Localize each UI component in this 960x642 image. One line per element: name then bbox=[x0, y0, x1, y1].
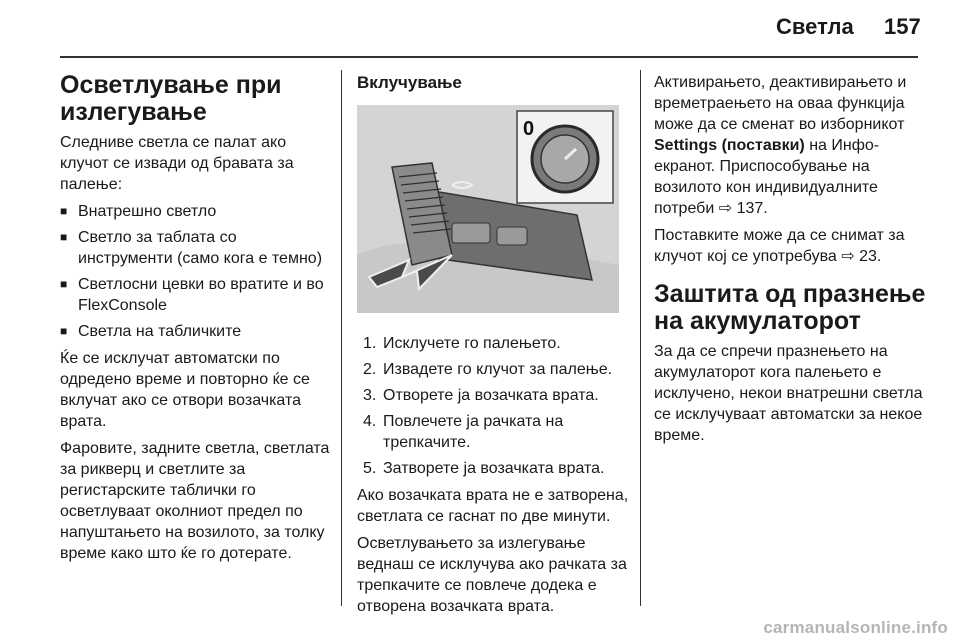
column-1 bbox=[60, 72, 330, 570]
settings-menu-label: Settings (поставки) bbox=[654, 137, 805, 154]
lever-drawing bbox=[357, 105, 619, 313]
knob-label: 0 bbox=[523, 118, 535, 140]
list-item: 5. Затворете ја возачката врата. bbox=[363, 460, 605, 477]
list-item: 2. Извадете го клучот за палење. bbox=[363, 361, 613, 378]
running-header-title: Светла bbox=[776, 14, 854, 39]
list-item: 1. Исклучете го палењето. bbox=[363, 335, 561, 352]
key-settings-paragraph: Поставките може да се снимат за клучот кој се употребува ⇨ 23. bbox=[654, 227, 905, 265]
activation-steps bbox=[357, 333, 629, 479]
auto-off-paragraph: Ќе се исклучат автоматски по одредено време и повторно ќе се вклучат ако се отвори возачката врата. bbox=[60, 350, 310, 430]
turn-signal-lever-illustration bbox=[357, 105, 619, 313]
section-heading-exit-lighting: Осветлување при излегување bbox=[60, 71, 282, 126]
battery-protection-paragraph: За да се спречи празнењето на акумулаторот кога палењето е исклучено, некои внатрешни светла се исклучуваат автоматски за некое време. bbox=[654, 343, 923, 444]
list-item: ■ Светла на табличките bbox=[60, 321, 330, 342]
watermark: carmanualsonline.info bbox=[763, 618, 948, 637]
list-item: ■ Светло за таблата со инструменти (само кога е темно) bbox=[60, 227, 330, 269]
immediate-off-paragraph: Осветлувањето за излегување веднаш се исклучува ако рачката за трепкачите се повлече додека е отворена возачката врата. bbox=[357, 535, 627, 615]
lights-list bbox=[60, 201, 330, 342]
list-item: ■ Светлосни цевки во вратите и во FlexConsole bbox=[60, 274, 330, 316]
page-reference-137[interactable]: 137. bbox=[736, 200, 768, 217]
exterior-lights-paragraph: Фаровите, задните светла, светлата за рикверц и светлите за регистарските таблички го осветлуваат околниот предел по напуштањето на возилото, за толку време како што ќе го дотерате. bbox=[60, 440, 330, 562]
section-heading-battery-protection: Заштита од празнење на акумулаторот bbox=[654, 280, 926, 335]
page-reference-icon: ⇨ bbox=[841, 248, 855, 265]
page-reference-23[interactable]: 23. bbox=[859, 248, 882, 265]
page-reference-icon: ⇨ bbox=[718, 200, 733, 217]
column-3 bbox=[654, 72, 926, 452]
section-heading-activation: Вклучување bbox=[357, 73, 462, 92]
intro-paragraph: Следниве светла се палат ако клучот се извади од бравата за палење: bbox=[60, 134, 294, 193]
list-item: 4. Повлечете ја рачката на трепкачите. bbox=[363, 413, 564, 451]
list-item: ■ Внатрешно светло bbox=[60, 201, 330, 222]
column-2 bbox=[357, 72, 629, 623]
door-open-paragraph: Ако возачката врата не е затворена, светлата се гаснат по две минути. bbox=[357, 487, 629, 525]
list-item: 3. Отворете ја возачката врата. bbox=[363, 387, 599, 404]
column-divider-left bbox=[341, 70, 342, 606]
column-divider-right bbox=[640, 70, 641, 606]
header-rule bbox=[60, 56, 918, 58]
page-number: 157 bbox=[884, 14, 921, 39]
settings-paragraph: Активирањето, деактивирањето и времетраењето на оваа функција може да се сменат во изборникот Settings (поставки) на Инфо-екранот. Приспособување на возилото кон индивидуалните потреби ⇨ 137. bbox=[654, 74, 907, 217]
